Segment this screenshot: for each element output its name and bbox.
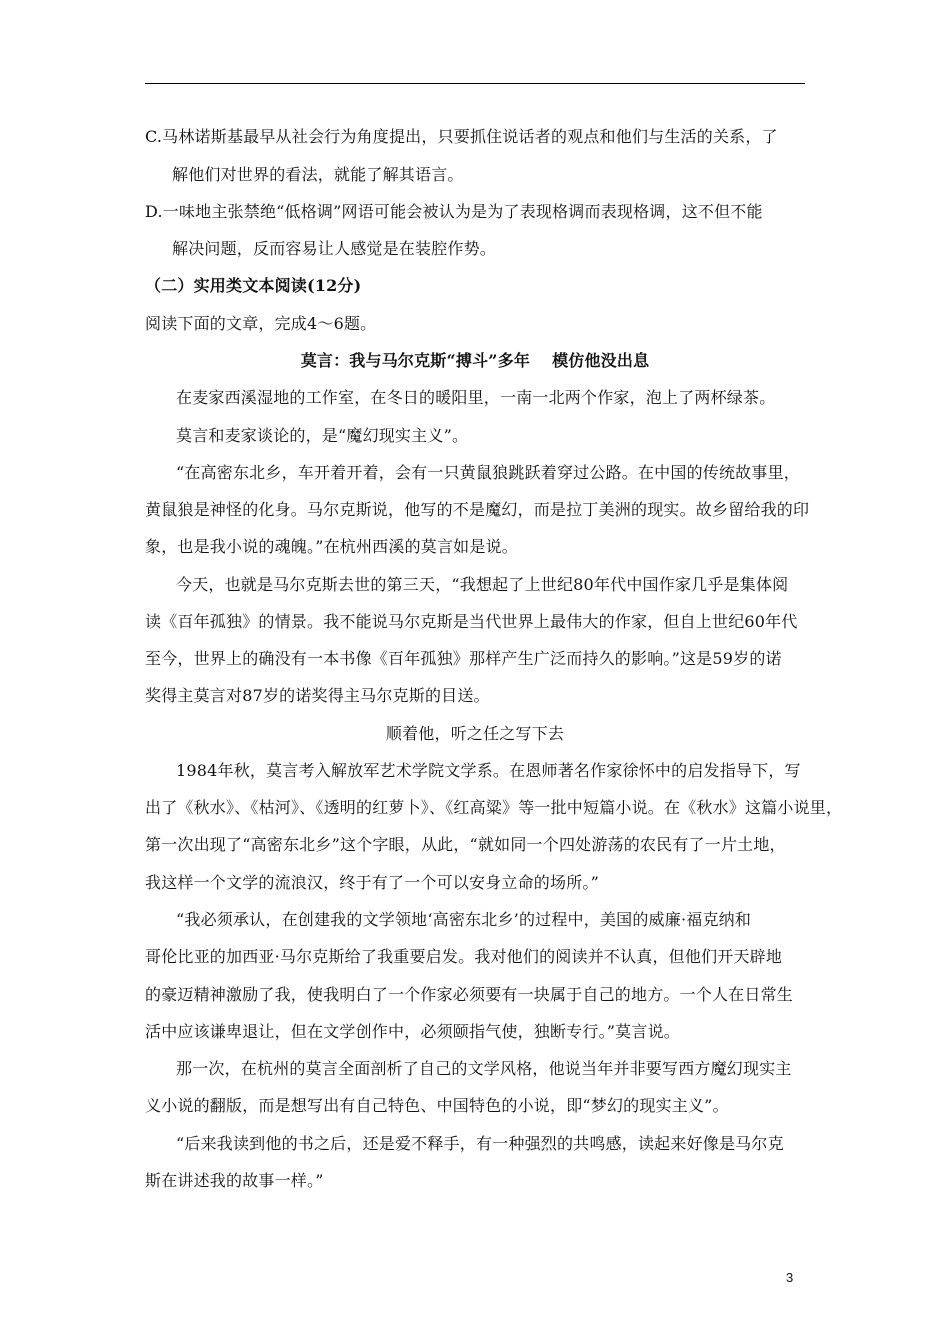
page-number: 3 <box>786 1270 794 1285</box>
paragraph-line: “后来我读到他的书之后，还是爱不释手，有一种强烈的共鸣感，读起来好像是马尔克 <box>176 1134 784 1153</box>
paragraph-line: 黄鼠狼是神怪的化身。马尔克斯说，他写的不是魔幻，而是拉丁美洲的现实。故乡留给我的印 <box>145 500 810 519</box>
option-c-line-1: C.马林诺斯基最早从社会行为角度提出，只要抓住说话者的观点和他们与生活的关系，了 <box>145 127 778 146</box>
paragraph-line: 义小说的翻版，而是想写出有自己特色、中国特色的小说，即“梦幻的现实主义”。 <box>145 1096 729 1115</box>
paragraph-line: 1984年秋，莫言考入解放军艺术学院文学系。在恩师著名作家徐怀中的启发指导下，写 <box>176 761 801 780</box>
section-instruction: 阅读下面的文章，完成4～6题。 <box>145 314 377 333</box>
paragraph-line: 活中应该谦卑退让，但在文学创作中，必须颐指气使，独断专行。”莫言说。 <box>145 1022 680 1041</box>
paragraph-line: 读《百年孤独》的情景。我不能说马尔克斯是当代世界上最伟大的作家，但自上世纪60年代 <box>145 612 798 631</box>
option-d-line-2: 解决问题，反而容易让人感觉是在装腔作势。 <box>172 239 497 258</box>
paragraph-line: 的豪迈精神激励了我，使我明白了一个作家必须要有一块属于自己的地方。一个人在日常生 <box>145 985 794 1004</box>
paragraph-line: “在高密东北乡，车开着开着，会有一只黄鼠狼跳跃着穿过公路。在中国的传统故事里， <box>176 463 800 482</box>
paragraph-line: 象，也是我小说的魂魄。”在杭州西溪的莫言如是说。 <box>145 537 518 556</box>
paragraph-line: 哥伦比亚的加西亚·马尔克斯给了我重要启发。我对他们的阅读并不认真，但他们开天辟地 <box>145 947 783 966</box>
paragraph-line: 出了《秋水》、《枯河》、《透明的红萝卜》、《红高粱》等一批中短篇小说。在《秋水》这篇小说里， <box>145 798 843 817</box>
article-subtitle: 顺着他，听之任之写下去 <box>385 724 565 743</box>
header-rule <box>145 83 805 84</box>
paragraph-line: “我必须承认，在创建我的文学领地‘高密东北乡’的过程中，美国的威廉·福克纳和 <box>176 910 752 929</box>
paragraph-line: 莫言和麦家谈论的，是“魔幻现实主义”。 <box>176 426 469 445</box>
option-d-line-1: D.一味地主张禁绝“低格调”网语可能会被认为是为了表现格调而表现格调，这不但不能 <box>145 202 763 221</box>
paragraph-line: 斯在讲述我的故事一样。” <box>145 1171 324 1190</box>
section-heading: （二）实用类文本阅读(12分) <box>145 276 362 295</box>
paragraph-line: 第一次出现了“高密东北乡”这个字眼，从此，“就如同一个四处游荡的农民有了一片土地， <box>145 835 786 854</box>
paragraph-line: 今天，也就是马尔克斯去世的第三天，“我想起了上世纪80年代中国作家几乎是集体阅 <box>176 575 789 594</box>
paragraph-line: 我这样一个文学的流浪汉，终于有了一个可以安身立命的场所。” <box>145 873 599 892</box>
paragraph-line: 在麦家西溪湿地的工作室，在冬日的暖阳里，一南一北两个作家，泡上了两杯绿茶。 <box>176 388 776 407</box>
paragraph-line: 至今，世界上的确没有一本书像《百年孤独》那样产生广泛而持久的影响。”这是59岁的诺 <box>145 649 782 668</box>
article-title: 莫言：我与马尔克斯“搏斗”多年 模仿他没出息 <box>300 351 650 370</box>
paragraph-line: 那一次，在杭州的莫言全面剖析了自己的文学风格，他说当年并非要写西方魔幻现实主 <box>176 1059 792 1078</box>
paragraph-line: 奖得主莫言对87岁的诺奖得主马尔克斯的目送。 <box>145 686 490 705</box>
option-c-line-2: 解他们对世界的看法，就能了解其语言。 <box>172 165 464 184</box>
